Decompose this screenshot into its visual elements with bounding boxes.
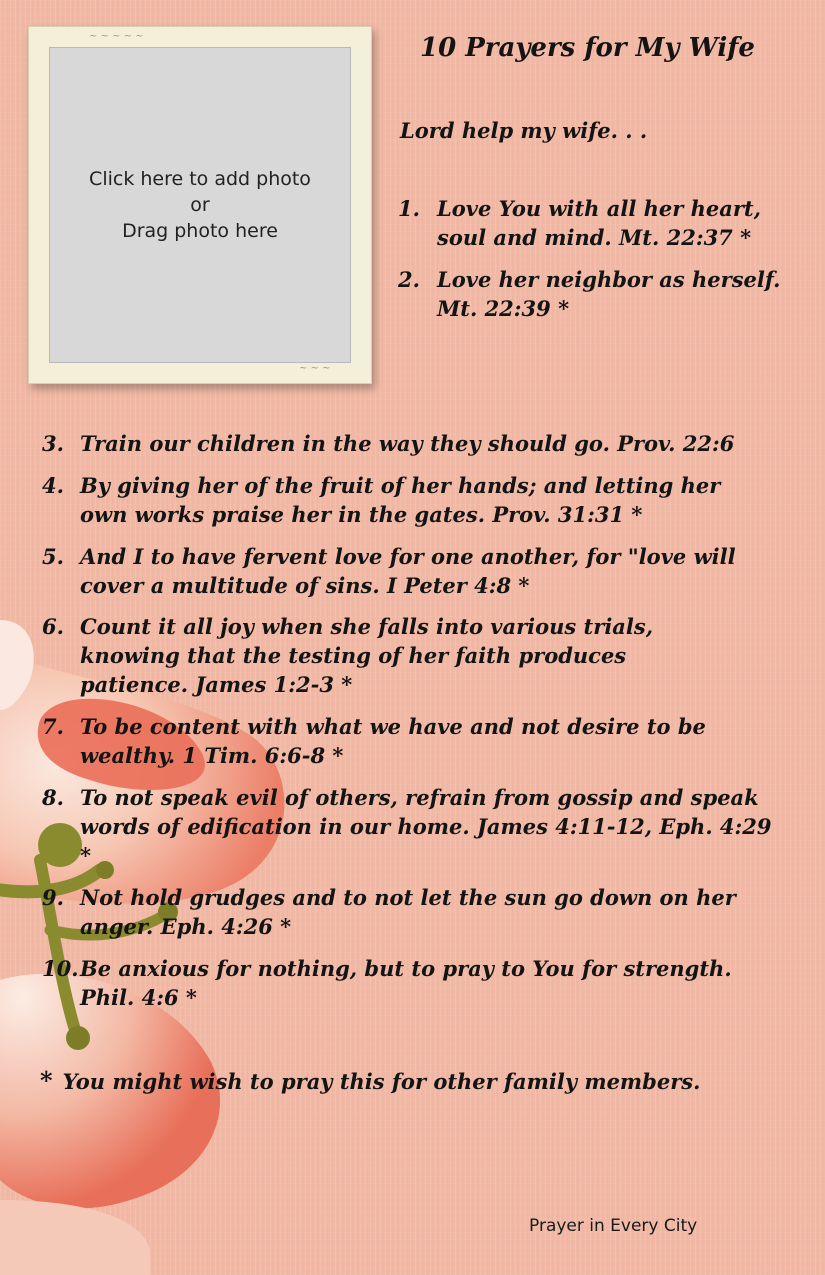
photo-drop-zone[interactable] xyxy=(49,47,351,363)
prayer-text: Count it all joy when she falls into various trials, knowing that the testing of her faith produces patience. James 1:2-3 * xyxy=(80,614,654,697)
prayer-number: 3. xyxy=(42,431,64,456)
stamen-tip-3 xyxy=(66,1026,90,1050)
prayer-item-3 xyxy=(42,429,782,458)
photo-placeholder-text xyxy=(89,166,311,244)
page-title: 10 Prayers for My Wife xyxy=(420,33,755,63)
prayer-text: Love You with all her heart, soul and mind. Mt. 22:37 * xyxy=(437,196,761,250)
prayer-text: By giving her of the fruit of her hands; and letting her own works praise her in the gates. Prov. 31:31 * xyxy=(80,473,721,527)
frame-handwriting-top: ~ ~ ~ ~ ~ xyxy=(89,31,144,42)
photo-placeholder-line1: Click here to add photo xyxy=(89,168,311,190)
prayer-item-5 xyxy=(42,542,767,600)
prayer-number: 5. xyxy=(42,544,64,569)
prayer-item-1 xyxy=(398,194,793,252)
prayer-item-6 xyxy=(42,612,692,699)
prayer-item-4 xyxy=(42,471,742,529)
prayer-item-2 xyxy=(398,265,793,323)
footnote-text: You might wish to pray this for other family members. xyxy=(62,1069,701,1094)
photo-frame xyxy=(28,26,372,384)
petal-bottom xyxy=(0,1200,150,1275)
prayer-text: To be content with what we have and not desire to be wealthy. 1 Tim. 6:6-8 * xyxy=(80,714,706,768)
intro-text: Lord help my wife. . . xyxy=(400,118,648,143)
prayer-item-10 xyxy=(42,954,772,1012)
prayer-item-8 xyxy=(42,783,787,870)
prayer-item-7 xyxy=(42,712,742,770)
prayer-number: 6. xyxy=(42,614,64,639)
prayer-text: Love her neighbor as herself. Mt. 22:39 * xyxy=(437,267,781,321)
prayer-number: 1. xyxy=(398,196,420,221)
prayer-text: To not speak evil of others, refrain from gossip and speak words of edification in our home. James 4:11-12, Eph. 4:29 * xyxy=(80,785,772,868)
prayer-number: 7. xyxy=(42,714,64,739)
prayer-text: And I to have fervent love for one another, for "love will cover a multitude of sins. I Peter 4:8 * xyxy=(80,544,736,598)
footnote-asterisk: * xyxy=(40,1066,53,1095)
prayer-number: 10. xyxy=(42,956,79,981)
prayer-text: Be anxious for nothing, but to pray to You for strength. Phil. 4:6 * xyxy=(80,956,732,1010)
prayer-number: 9. xyxy=(42,885,64,910)
prayer-text: Train our children in the way they should go. Prov. 22:6 xyxy=(80,431,735,456)
prayer-item-9 xyxy=(42,883,762,941)
prayer-number: 2. xyxy=(398,267,420,292)
prayer-number: 8. xyxy=(42,785,64,810)
photo-placeholder-line3: Drag photo here xyxy=(122,220,278,242)
prayer-number: 4. xyxy=(42,473,64,498)
frame-handwriting-bottom: ~ ~ ~ xyxy=(299,363,331,374)
footnote xyxy=(40,1066,800,1095)
photo-placeholder-line2: or xyxy=(190,194,210,216)
prayer-text: Not hold grudges and to not let the sun go down on her anger. Eph. 4:26 * xyxy=(80,885,736,939)
credit-text: Prayer in Every City xyxy=(529,1216,698,1236)
